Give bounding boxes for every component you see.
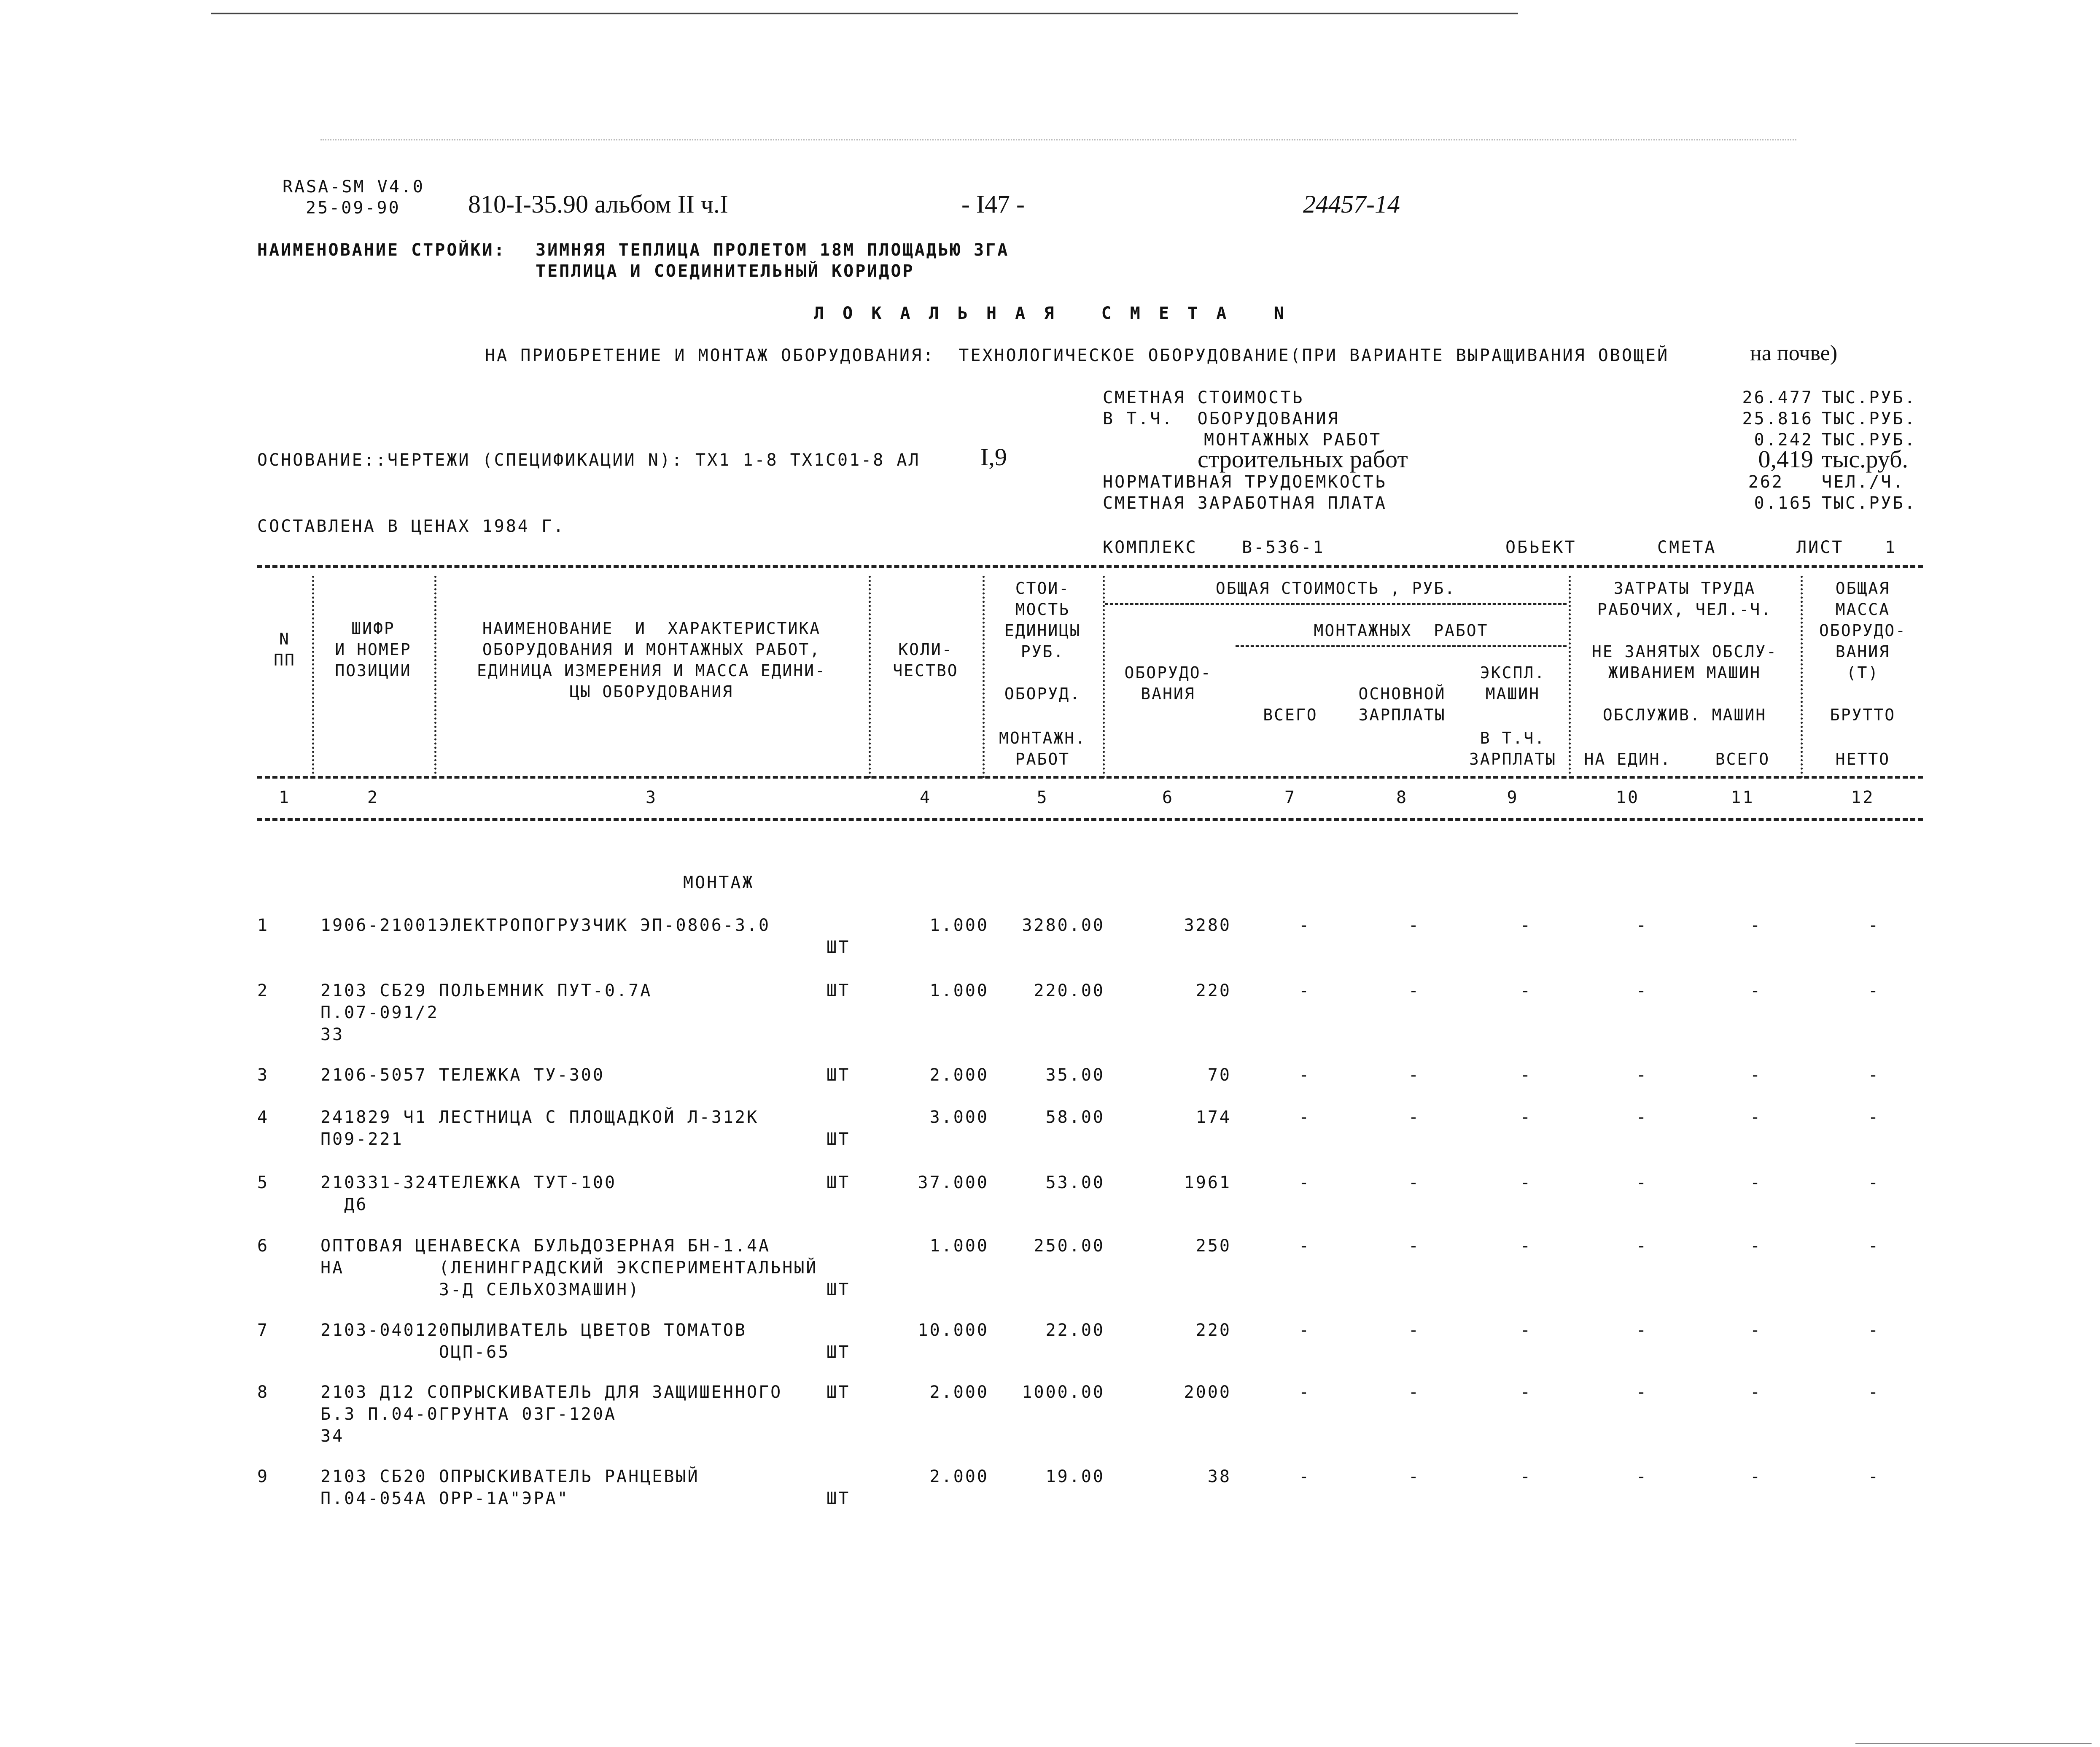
- row-total-equipment: 70: [1207, 1065, 1231, 1085]
- row-description: 210331-324ТЕЛЕЖКА ТУТ-100 Д6: [320, 1173, 617, 1214]
- row-empty-cell: -: [1408, 981, 1421, 1000]
- row-unit-price: 3280.00: [1022, 916, 1105, 935]
- col-number: 6: [1162, 788, 1174, 807]
- row-empty-cell: -: [1299, 916, 1311, 935]
- row-description: 1906-21001ЭЛЕКТРОПОГРУЗЧИК ЭП-0806-3.0: [320, 916, 771, 935]
- row-empty-cell: -: [1868, 1236, 1880, 1256]
- row-unit: ШТ: [827, 1280, 851, 1299]
- row-unit: ШТ: [827, 981, 851, 1000]
- build-value: 0,419: [1758, 445, 1813, 473]
- header-subrule: [1105, 603, 1567, 605]
- row-empty-cell: -: [1636, 1108, 1648, 1127]
- row-empty-cell: -: [1408, 1173, 1421, 1192]
- row-number: 4: [257, 1108, 269, 1127]
- row-description: 2103 СБ29 ПОЛЬЕМНИК ПУТ-0.7А П.07-091/2 33: [320, 981, 652, 1044]
- col-number: 1: [278, 788, 291, 807]
- row-empty-cell: -: [1750, 1383, 1762, 1402]
- row-number: 7: [257, 1321, 269, 1340]
- row-unit-price: 22.00: [1045, 1321, 1105, 1340]
- cost-label: СМЕТНАЯ СТОИМОСТЬ: [1103, 388, 1304, 407]
- header-machine: ЭКСПЛ. МАШИН: [1480, 663, 1546, 703]
- row-empty-cell: -: [1299, 1321, 1311, 1340]
- col-number: 10: [1615, 788, 1640, 807]
- row-empty-cell: -: [1520, 1065, 1532, 1085]
- header-unit-cost: СТОИ- МОСТЬ ЕДИНИЦЫ РУБ.: [1004, 579, 1081, 661]
- row-empty-cell: -: [1636, 916, 1648, 935]
- subtitle-handwritten: на почве): [1750, 341, 1838, 365]
- row-unit-price: 220.00: [1034, 981, 1105, 1000]
- header-name: НАИМЕНОВАНИЕ И ХАРАКТЕРИСТИКА ОБОРУДОВАНИЯ И МОНТАЖНЫХ РАБОТ, ЕДИНИЦА ИЗМЕРЕНИЯ И МАССА ЕДИНИ- ЦЫ ОБОРУДОВАНИЯ: [477, 619, 827, 701]
- row-unit-price: 58.00: [1045, 1108, 1105, 1127]
- row-description: 2106-5057 ТЕЛЕЖКА ТУ-300: [320, 1065, 605, 1085]
- construction-line2: ТЕПЛИЦА И СОЕДИНИТЕЛЬНЫЙ КОРИДОР: [536, 262, 915, 281]
- row-number: 2: [257, 981, 269, 1000]
- header-labor-sub: НЕ ЗАНЯТЫХ ОБСЛУ- ЖИВАНИЕМ МАШИН: [1592, 642, 1777, 682]
- row-quantity: 3.000: [929, 1108, 989, 1127]
- row-quantity: 37.000: [918, 1173, 989, 1192]
- section-title: МОНТАЖ: [683, 873, 754, 892]
- header-code: ШИФР И НОМЕР ПОЗИЦИИ: [335, 619, 412, 680]
- header-mass-brutto: БРУТТО: [1830, 706, 1896, 724]
- header-mount-total: ВСЕГО: [1263, 706, 1318, 724]
- header-mass-netto: НЕТТО: [1835, 750, 1890, 768]
- row-unit-price: 53.00: [1045, 1173, 1105, 1192]
- object-label: ОБЬЕКТ: [1505, 538, 1577, 557]
- row-empty-cell: -: [1299, 1173, 1311, 1192]
- row-empty-cell: -: [1750, 981, 1762, 1000]
- header-mass-group: ОБЩАЯ МАССА ОБОРУДО- ВАНИЯ (Т): [1819, 579, 1907, 682]
- col-number: 3: [645, 788, 658, 807]
- mount-label: МОНТАЖНЫХ РАБОТ: [1204, 430, 1382, 450]
- bottom-rule: [1855, 1743, 2092, 1744]
- program-version: RASA-SM V4.0: [283, 177, 425, 197]
- row-empty-cell: -: [1636, 981, 1648, 1000]
- header-total-equip: ОБОРУДО- ВАНИЯ: [1124, 663, 1212, 703]
- row-unit-price: 250.00: [1034, 1236, 1105, 1256]
- row-empty-cell: -: [1636, 1065, 1648, 1085]
- row-unit: ШТ: [827, 1383, 851, 1402]
- row-empty-cell: -: [1868, 1383, 1880, 1402]
- row-empty-cell: -: [1520, 1236, 1532, 1256]
- col-number: 12: [1851, 788, 1875, 807]
- document-title: Л О К А Л Ь Н А Я С М Е Т А N: [814, 304, 1288, 323]
- sheet-label: ЛИСТ: [1796, 538, 1844, 557]
- col-number: 2: [367, 788, 380, 807]
- row-number: 6: [257, 1236, 269, 1256]
- row-empty-cell: -: [1408, 1383, 1421, 1402]
- header-labor-total: ВСЕГО: [1715, 750, 1770, 768]
- row-empty-cell: -: [1299, 1065, 1311, 1085]
- row-empty-cell: -: [1520, 1321, 1532, 1340]
- labor-unit: ЧЕЛ./Ч.: [1822, 472, 1905, 492]
- row-empty-cell: -: [1750, 1321, 1762, 1340]
- header-labor-group: ЗАТРАТЫ ТРУДА РАБОЧИХ, ЧЕЛ.-Ч.: [1597, 579, 1772, 619]
- complex-value: В-536-1: [1242, 538, 1325, 557]
- row-total-equipment: 174: [1195, 1108, 1231, 1127]
- row-empty-cell: -: [1750, 1467, 1762, 1486]
- row-empty-cell: -: [1868, 916, 1880, 935]
- page-number: - I47 -: [961, 190, 1025, 218]
- header-subrule: [1236, 645, 1567, 647]
- complex-label: КОМПЛЕКС: [1103, 538, 1198, 557]
- row-empty-cell: -: [1868, 1065, 1880, 1085]
- row-empty-cell: -: [1520, 1108, 1532, 1127]
- row-total-equipment: 3280: [1184, 916, 1231, 935]
- cost-unit: ТЫС.РУБ.: [1822, 388, 1917, 407]
- row-unit: ШТ: [827, 1173, 851, 1192]
- row-number: 3: [257, 1065, 269, 1085]
- row-number: 5: [257, 1173, 269, 1192]
- row-empty-cell: -: [1520, 1173, 1532, 1192]
- row-total-equipment: 1961: [1184, 1173, 1231, 1192]
- row-empty-cell: -: [1750, 1065, 1762, 1085]
- row-empty-cell: -: [1750, 1108, 1762, 1127]
- wage-value: 0.165: [1754, 493, 1813, 513]
- header-unit-mount: МОНТАЖН. РАБОТ: [999, 729, 1087, 768]
- col-number: 5: [1037, 788, 1049, 807]
- row-unit: ШТ: [827, 1065, 851, 1085]
- wage-label: СМЕТНАЯ ЗАРАБОТНАЯ ПЛАТА: [1103, 493, 1387, 513]
- row-unit-price: 19.00: [1045, 1467, 1105, 1486]
- table-header-rule: [257, 776, 1923, 779]
- header-unit-equip: ОБОРУД.: [1004, 685, 1081, 703]
- smeta-label: СМЕТА: [1657, 538, 1717, 557]
- prices-note: СОСТАВЛЕНА В ЦЕНАХ 1984 Г.: [257, 517, 565, 536]
- top-rule: [211, 13, 1518, 14]
- header-labor-unit: НА ЕДИН.: [1584, 750, 1672, 768]
- row-quantity: 2.000: [929, 1065, 989, 1085]
- row-description: 2103-040120ПЫЛИВАТЕЛЬ ЦВЕТОВ ТОМАТОВ ОЦП-65: [320, 1321, 747, 1362]
- row-empty-cell: -: [1636, 1321, 1648, 1340]
- row-description: ОПТОВАЯ ЦЕНАВЕСКА БУЛЬДОЗЕРНАЯ БН-1.4А НА (ЛЕНИНГРАДСКИЙ ЭКСПЕРИМЕНТАЛЬНЫЙ 3-Д СЕЛЬХОЗМАШИН): [320, 1236, 818, 1299]
- row-total-equipment: 220: [1195, 1321, 1231, 1340]
- header-qty: КОЛИ- ЧЕСТВО: [893, 640, 958, 680]
- row-empty-cell: -: [1408, 1467, 1421, 1486]
- row-number: 8: [257, 1383, 269, 1402]
- row-empty-cell: -: [1299, 981, 1311, 1000]
- row-empty-cell: -: [1868, 981, 1880, 1000]
- row-unit-price: 1000.00: [1022, 1383, 1105, 1402]
- row-empty-cell: -: [1299, 1467, 1311, 1486]
- basis-label: ОСНОВАНИЕ::ЧЕРТЕЖИ (СПЕЦИФИКАЦИИ N): ТХ1 1-8 ТХ1С01-8 АЛ: [257, 450, 921, 470]
- construction-line1: ЗИМНЯЯ ТЕПЛИЦА ПРОЛЕТОМ 18М ПЛОЩАДЬЮ 3ГА: [536, 240, 1010, 260]
- table-top-rule: [257, 565, 1923, 568]
- col-number: 4: [919, 788, 932, 807]
- row-unit: ШТ: [827, 1489, 851, 1508]
- handwritten-number: 24457-14: [1303, 190, 1400, 218]
- row-empty-cell: -: [1636, 1173, 1648, 1192]
- table-numbers-rule: [257, 818, 1923, 821]
- row-total-equipment: 38: [1207, 1467, 1231, 1486]
- row-empty-cell: -: [1520, 981, 1532, 1000]
- row-empty-cell: -: [1520, 916, 1532, 935]
- row-empty-cell: -: [1868, 1467, 1880, 1486]
- mount-unit: ТЫС.РУБ.: [1822, 430, 1917, 450]
- row-description: 2103 Д12 СОПРЫСКИВАТЕЛЬ ДЛЯ ЗАЩИШЕННОГО Б.3 П.04-0ГРУНТА 03Г-120А 34: [320, 1383, 783, 1446]
- row-total-equipment: 2000: [1184, 1383, 1231, 1402]
- row-unit: ШТ: [827, 938, 851, 957]
- header-total-group: ОБЩАЯ СТОИМОСТЬ , РУБ.: [1215, 579, 1456, 598]
- row-empty-cell: -: [1299, 1108, 1311, 1127]
- row-empty-cell: -: [1520, 1467, 1532, 1486]
- row-empty-cell: -: [1750, 916, 1762, 935]
- col-number: 9: [1507, 788, 1519, 807]
- row-empty-cell: -: [1408, 916, 1421, 935]
- document-code: 810-I-35.90 альбом II ч.I: [468, 190, 728, 218]
- basis-handwritten: I,9: [980, 443, 1007, 471]
- build-label: строительных работ: [1198, 445, 1408, 473]
- row-quantity: 2.000: [929, 1467, 989, 1486]
- equip-unit: ТЫС.РУБ.: [1822, 409, 1917, 429]
- header-mount-group: МОНТАЖНЫХ РАБОТ: [1314, 621, 1489, 640]
- header-n: N ПП: [274, 630, 296, 669]
- mount-value: 0.242: [1754, 430, 1813, 450]
- row-description: 2103 СБ20 ОПРЫСКИВАТЕЛЬ РАНЦЕВЫЙ П.04-054А ОРР-1А"ЭРА": [320, 1467, 700, 1508]
- col-number: 7: [1284, 788, 1297, 807]
- row-empty-cell: -: [1868, 1321, 1880, 1340]
- row-description: 241829 Ч1 ЛЕСТНИЦА С ПЛОЩАДКОЙ Л-312К П09-221: [320, 1108, 759, 1149]
- row-unit: ШТ: [827, 1343, 851, 1362]
- row-empty-cell: -: [1408, 1065, 1421, 1085]
- col-number: 11: [1731, 788, 1755, 807]
- row-number: 9: [257, 1467, 269, 1486]
- sheet-number: 1: [1885, 538, 1897, 557]
- header-mount-wage: ОСНОВНОЙ ЗАРПЛАТЫ: [1358, 685, 1446, 724]
- row-empty-cell: -: [1408, 1236, 1421, 1256]
- row-empty-cell: -: [1408, 1108, 1421, 1127]
- print-date: 25-09-90: [306, 198, 401, 218]
- row-empty-cell: -: [1868, 1108, 1880, 1127]
- build-unit: тыс.руб.: [1822, 445, 1909, 473]
- row-empty-cell: -: [1636, 1383, 1648, 1402]
- row-number: 1: [257, 916, 269, 935]
- row-empty-cell: -: [1520, 1383, 1532, 1402]
- scan-artifact: [320, 139, 1796, 140]
- row-empty-cell: -: [1299, 1383, 1311, 1402]
- header-machine-wage: В Т.Ч. ЗАРПЛАТЫ: [1469, 729, 1557, 768]
- row-total-equipment: 250: [1195, 1236, 1231, 1256]
- wage-unit: ТЫС.РУБ.: [1822, 493, 1917, 513]
- row-quantity: 2.000: [929, 1383, 989, 1402]
- row-empty-cell: -: [1299, 1236, 1311, 1256]
- col-number: 8: [1396, 788, 1408, 807]
- row-quantity: 10.000: [918, 1321, 989, 1340]
- equip-value: 25.816: [1742, 409, 1813, 429]
- row-total-equipment: 220: [1195, 981, 1231, 1000]
- row-quantity: 1.000: [929, 1236, 989, 1256]
- row-empty-cell: -: [1868, 1173, 1880, 1192]
- labor-label: НОРМАТИВНАЯ ТРУДОЕМКОСТЬ: [1103, 472, 1387, 492]
- row-empty-cell: -: [1408, 1321, 1421, 1340]
- construction-label: НАИМЕНОВАНИЕ СТРОЙКИ:: [257, 240, 506, 260]
- row-unit: ШТ: [827, 1130, 851, 1149]
- row-quantity: 1.000: [929, 916, 989, 935]
- row-empty-cell: -: [1750, 1173, 1762, 1192]
- labor-value: 262: [1748, 472, 1784, 492]
- header-labor-serv: ОБСЛУЖИВ. МАШИН: [1602, 706, 1767, 724]
- incl-equip-label: В Т.Ч. ОБОРУДОВАНИЯ: [1103, 409, 1340, 429]
- row-quantity: 1.000: [929, 981, 989, 1000]
- row-empty-cell: -: [1636, 1467, 1648, 1486]
- row-empty-cell: -: [1750, 1236, 1762, 1256]
- row-empty-cell: -: [1636, 1236, 1648, 1256]
- subtitle: НА ПРИОБРЕТЕНИЕ И МОНТАЖ ОБОРУДОВАНИЯ: ТЕХНОЛОГИЧЕСКОЕ ОБОРУДОВАНИЕ(ПРИ ВАРИАНТЕ ВЫРАЩИВАНИЯ ОВОЩЕЙ: [485, 346, 1669, 365]
- row-unit-price: 35.00: [1045, 1065, 1105, 1085]
- cost-value: 26.477: [1742, 388, 1813, 407]
